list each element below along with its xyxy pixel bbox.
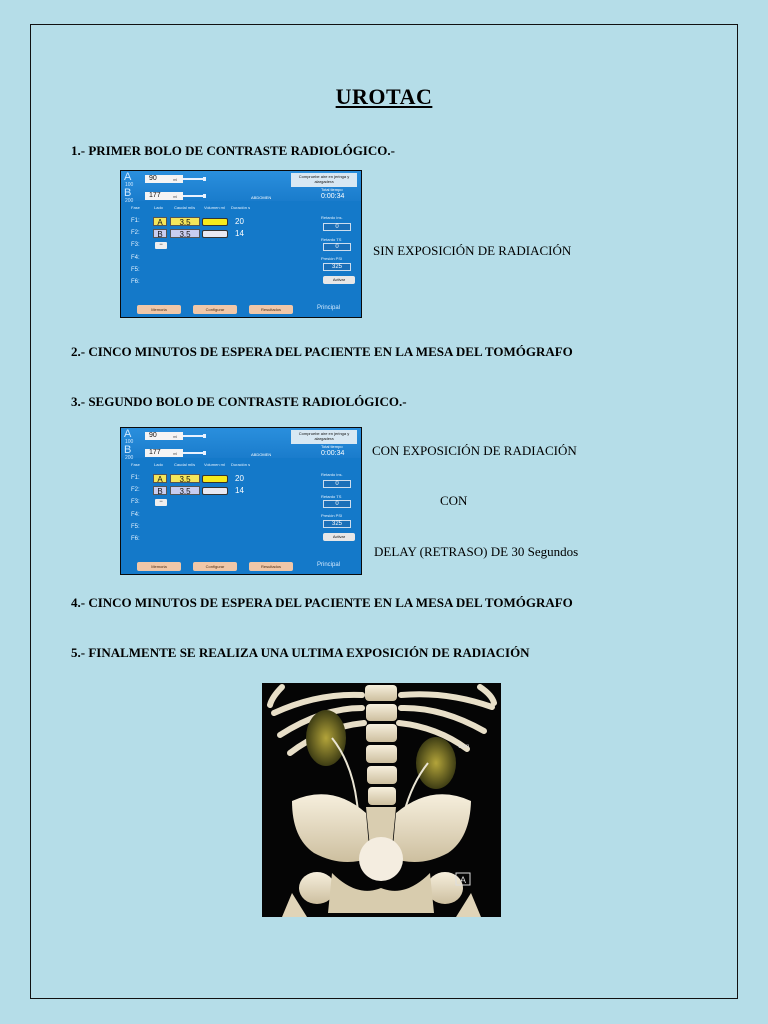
- header-lado: Lado: [154, 205, 163, 210]
- row1-duracion: 20: [235, 217, 244, 226]
- memoria-button: Memoria: [137, 562, 181, 571]
- row2-lado: B: [153, 229, 167, 238]
- principal-label: Principal: [317, 305, 341, 311]
- configurar-button: Configurar: [193, 562, 237, 571]
- row1-lado: A: [153, 217, 167, 226]
- side-value-retardo-ins: 0: [323, 223, 351, 231]
- header-fase: Fase: [131, 205, 140, 210]
- orientation-marker: A: [460, 875, 467, 885]
- step-4: 4.- CINCO MINUTOS DE ESPERA DEL PACIENTE EN LA MESA DEL TOMÓGRAFO: [71, 595, 573, 610]
- row2-duracion: 14: [235, 229, 244, 238]
- row2-caudal: 3.5: [170, 486, 200, 495]
- phase-f6: F6:: [131, 279, 140, 285]
- row2-volumen: [202, 487, 228, 495]
- row1-volumen: [202, 218, 228, 226]
- protocol-name: ABDOMEN: [251, 452, 272, 457]
- channel-b-capacity: 200: [125, 198, 134, 204]
- row1-duracion: 20: [235, 474, 244, 483]
- channel-b-volume: 177: [145, 192, 183, 200]
- channel-b-letter: B: [124, 444, 132, 456]
- channel-b-capacity: 200: [125, 455, 134, 461]
- channel-a-capacity: 100: [125, 182, 134, 188]
- row1-caudal: 3.5: [170, 474, 200, 483]
- side-label-retardo-ts: Retardo TS: [321, 237, 342, 242]
- total-time-value: 0:00:34: [321, 193, 345, 200]
- syringe-b-icon: [183, 452, 203, 454]
- syringe-b-icon: [183, 195, 203, 197]
- bladder: [359, 837, 403, 881]
- header-lado: Lado: [154, 462, 163, 467]
- note-delay: DELAY (RETRASO) DE 30 Segundos: [374, 544, 579, 559]
- left-kidney: [306, 710, 346, 766]
- step-1: 1.- PRIMER BOLO DE CONTRASTE RADIOLÓGICO.-: [71, 143, 395, 158]
- row1-caudal: 3.5: [170, 217, 200, 226]
- header-caudal: Caudal ml/s: [174, 205, 196, 210]
- header-volumen: Volumen ml: [204, 462, 225, 467]
- spine: [365, 685, 397, 805]
- row1-lado: A: [153, 474, 167, 483]
- syringe-a-icon: [183, 435, 203, 437]
- left-iliac: [292, 794, 370, 862]
- step-5: 5.- FINALMENTE SE REALIZA UNA ULTIMA EXPOSICIÓN DE RADIACIÓN: [71, 645, 530, 660]
- phase-f5: F5:: [131, 524, 140, 530]
- note-con-exposicion: CON EXPOSICIÓN DE RADIACIÓN: [372, 443, 577, 458]
- step-3: 3.- SEGUNDO BOLO DE CONTRASTE RADIOLÓGICO.-: [71, 394, 407, 409]
- side-value-retardo-ins: 0: [323, 480, 351, 488]
- right-kidney: [416, 737, 456, 789]
- side-label-retardo-ins: Retardo ins.: [321, 215, 343, 220]
- phase-f4: F4:: [131, 512, 140, 518]
- total-time-label: Total tiempo: [321, 187, 343, 192]
- channel-a-unit: ml: [173, 434, 178, 439]
- injector-screen-2: [120, 427, 362, 575]
- channel-a-capacity: 100: [125, 439, 134, 445]
- phase-f3: F3:: [131, 242, 140, 248]
- side-label-presion: Presión PSI: [321, 513, 343, 518]
- row2-caudal: 3.5: [170, 229, 200, 238]
- row2-duracion: 14: [235, 486, 244, 495]
- header-duracion: Duración s: [231, 205, 251, 210]
- header-fase: Fase: [131, 462, 140, 467]
- header-duracion: Duración s: [231, 462, 251, 467]
- activar-button: Activar: [323, 276, 355, 284]
- row2-lado: B: [153, 486, 167, 495]
- header-caudal: Caudal ml/s: [174, 462, 196, 467]
- side-value-retardo-ts: 0: [323, 500, 351, 508]
- injector-screen-1: [120, 170, 362, 318]
- channel-a-unit: ml: [173, 177, 178, 182]
- channel-b-unit: ml: [173, 451, 178, 456]
- phase-f6: F6:: [131, 536, 140, 542]
- note-con: CON: [440, 493, 468, 508]
- page-title: UROTAC: [335, 84, 433, 109]
- phase-f5: F5:: [131, 267, 140, 273]
- resultados-button: Resultados: [249, 305, 293, 314]
- phase-f1: F1:: [131, 475, 140, 481]
- channel-b-letter: B: [124, 187, 132, 199]
- ct-urography-image: [262, 683, 501, 917]
- side-label-retardo-ts: Retardo TS: [321, 494, 342, 499]
- step-2: 2.- CINCO MINUTOS DE ESPERA DEL PACIENTE EN LA MESA DEL TOMÓGRAFO: [71, 344, 573, 359]
- side-value-retardo-ts: 0: [323, 243, 351, 251]
- phase-f1: F1:: [131, 218, 140, 224]
- channel-a-letter: A: [124, 171, 132, 183]
- principal-label: Principal: [317, 562, 341, 568]
- minus-button: −: [155, 242, 167, 249]
- phase-f2: F2:: [131, 487, 140, 493]
- protocol-name: ABDOMEN: [251, 195, 272, 200]
- note-sin-exposicion: SIN EXPOSICIÓN DE RADIACIÓN: [373, 243, 572, 258]
- channel-a-volume: 90: [145, 175, 183, 183]
- channel-b-volume: 177: [145, 449, 183, 457]
- header-volumen: Volumen ml: [204, 205, 225, 210]
- phase-f2: F2:: [131, 230, 140, 236]
- memoria-button: Memoria: [137, 305, 181, 314]
- channel-b-unit: ml: [173, 194, 178, 199]
- configurar-button: Configurar: [193, 305, 237, 314]
- row2-volumen: [202, 230, 228, 238]
- row1-volumen: [202, 475, 228, 483]
- ct-rendering-svg: [262, 683, 501, 917]
- resultados-button: Resultados: [249, 562, 293, 571]
- side-value-presion: 325: [323, 263, 351, 271]
- phase-f4: F4:: [131, 255, 140, 261]
- ct-overlay-text: Gen: [458, 744, 470, 750]
- activar-button: Activar: [323, 533, 355, 541]
- side-label-presion: Presión PSI: [321, 256, 343, 261]
- phase-f3: F3:: [131, 499, 140, 505]
- check-air-message: Compruebe aire en jeringa y alargadera: [291, 173, 357, 187]
- side-value-presion: 325: [323, 520, 351, 528]
- minus-button: −: [155, 499, 167, 506]
- channel-a-volume: 90: [145, 432, 183, 440]
- total-time-value: 0:00:34: [321, 450, 345, 457]
- check-air-message: Compruebe aire en jeringa y alargadera: [291, 430, 357, 444]
- total-time-label: Total tiempo: [321, 444, 343, 449]
- channel-a-letter: A: [124, 428, 132, 440]
- syringe-a-icon: [183, 178, 203, 180]
- right-iliac: [392, 794, 471, 862]
- side-label-retardo-ins: Retardo ins.: [321, 472, 343, 477]
